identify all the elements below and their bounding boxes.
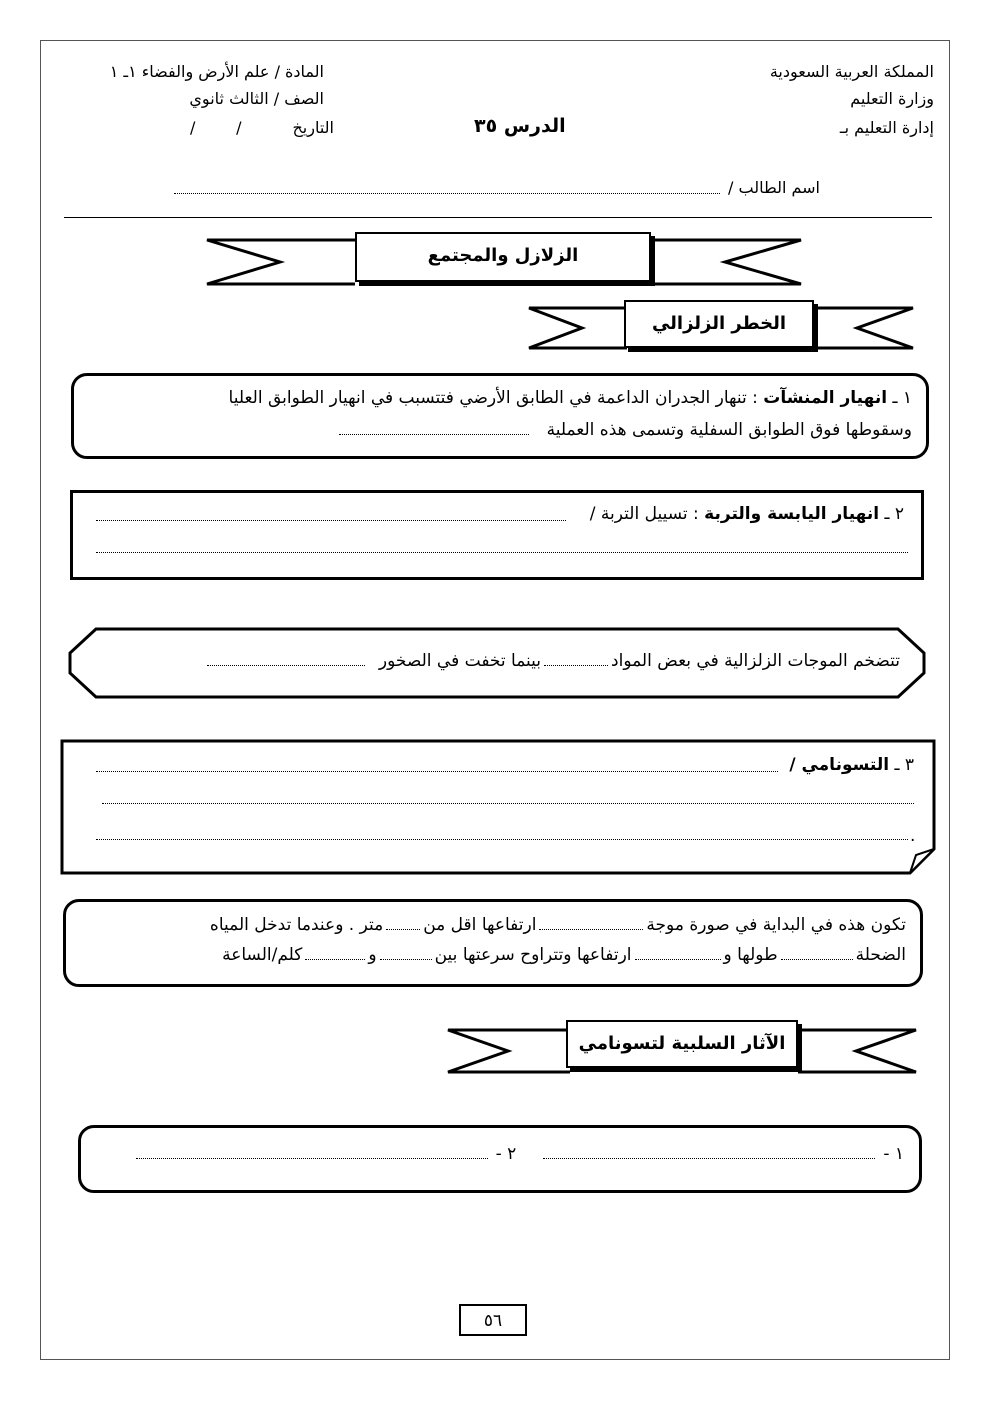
answer-blank[interactable]	[96, 839, 908, 840]
header-grade: الصف / الثالث ثانوي	[189, 89, 324, 108]
student-name-input[interactable]	[174, 193, 720, 194]
answer-blank[interactable]	[96, 552, 908, 553]
answer-blank[interactable]	[136, 1154, 488, 1159]
answer-blank[interactable]	[781, 955, 853, 960]
hazard-banner-title: الخطر الزلزالي	[624, 300, 814, 348]
answer-blank[interactable]	[386, 925, 420, 930]
answer-blank[interactable]	[544, 661, 608, 666]
answer-blank[interactable]	[207, 661, 365, 666]
answer-blank[interactable]	[96, 771, 778, 772]
header-subject: المادة / علم الأرض والفضاء ١ـ ١	[109, 62, 324, 81]
effect-number-1: ١ -	[883, 1144, 904, 1164]
answer-blank[interactable]	[539, 925, 643, 930]
tsunami-desc-line-2	[222, 941, 906, 969]
item-text: ارتفاعها وتتراوح سرعتها بين	[434, 945, 632, 965]
effects-banner-title: الآثار السلبية لتسونامي	[566, 1020, 798, 1068]
item-number: ١ ـ	[892, 388, 912, 408]
answer-blank[interactable]	[339, 430, 529, 435]
answer-blank[interactable]	[635, 955, 721, 960]
item-title: انهيار اليابسة والتربة	[704, 504, 880, 524]
effect-number-2: ٢ -	[495, 1144, 517, 1164]
item-title: التسونامي /	[789, 755, 890, 775]
item-text: بينما تخفت في الصخور	[378, 651, 542, 671]
item-text: : تنهار الجدران الداعمة في الطابق الأرضي فتتسبب في انهيار الطوابق العليا	[228, 388, 758, 408]
item-text: : تسييل التربة /	[589, 504, 699, 524]
item-text: و	[368, 945, 377, 965]
tsunami-end-mark: .	[910, 826, 916, 846]
item-text: وسقوطها فوق الطوابق السفلية وتسمى هذه العملية	[546, 420, 912, 440]
main-banner-title: الزلازل والمجتمع	[355, 232, 651, 282]
item-text: طولها و	[723, 945, 778, 965]
header-date-slashes: / /	[190, 118, 242, 137]
answer-blank[interactable]	[305, 955, 365, 960]
item-text: الضحلة	[855, 945, 906, 965]
answer-blank[interactable]	[96, 520, 566, 521]
tsunami-desc-line-1	[210, 911, 906, 939]
land-line-1	[590, 500, 904, 528]
structures-line-1	[229, 384, 912, 412]
page-number: ٥٦	[459, 1304, 527, 1336]
effects-line	[133, 1140, 904, 1168]
structures-line-2	[336, 416, 912, 444]
student-name-label: اسم الطالب /	[728, 178, 820, 197]
answer-blank[interactable]	[102, 803, 914, 804]
answer-blank[interactable]	[380, 955, 432, 960]
lesson-title: الدرس ٣٥	[474, 115, 566, 137]
header-divider	[64, 217, 932, 218]
item-number: ٢ ـ	[884, 504, 904, 524]
item-text: تكون هذه في البداية في صورة موجة	[646, 915, 906, 935]
item-text: متر . وعندما تدخل المياه	[209, 915, 384, 935]
header-kingdom: المملكة العربية السعودية	[769, 62, 934, 81]
tsunami-line-1	[789, 751, 914, 779]
header-date-label: التاريخ	[292, 118, 334, 137]
item-number: ٣ ـ	[894, 755, 914, 775]
header-directorate: إدارة التعليم بـ	[839, 118, 934, 137]
item-title: انهيار المنشآت	[763, 388, 888, 408]
item-text: كلم/الساعة	[222, 945, 303, 965]
answer-blank[interactable]	[543, 1154, 875, 1159]
item-text: تتضخم الموجات الزلزالية في بعض المواد	[611, 651, 900, 671]
item-text: ارتفاعها اقل من	[423, 915, 537, 935]
header-ministry: وزارة التعليم	[850, 89, 934, 108]
waves-line	[204, 647, 900, 675]
